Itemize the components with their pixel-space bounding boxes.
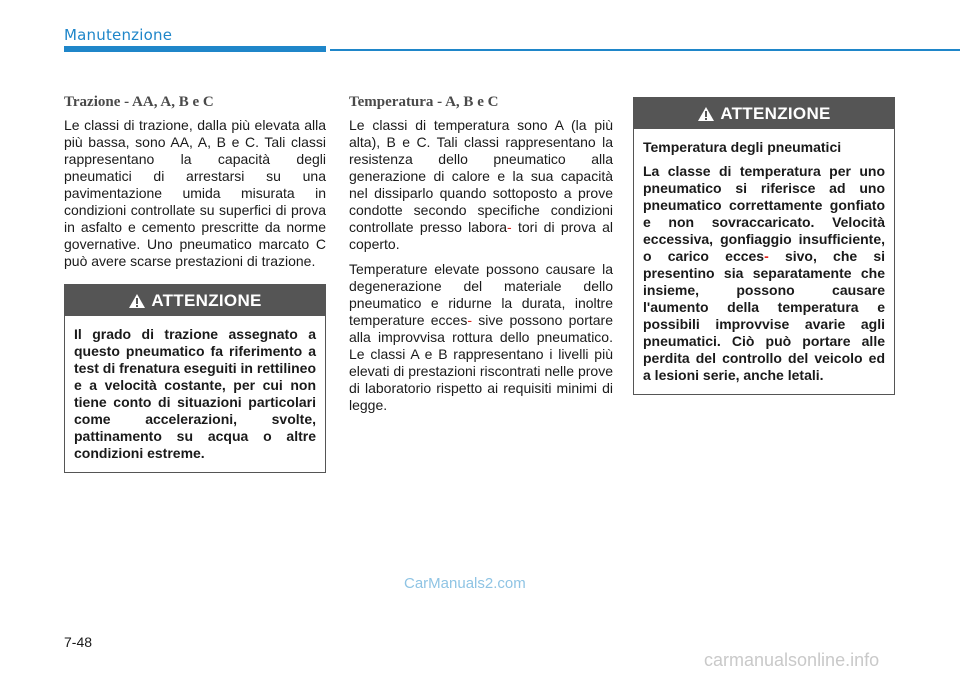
warning-triangle-icon [697,106,715,122]
traction-warning-text: Il grado di trazione assegnato a questo pneumatico fa riferimento a test di frenatura eseguiti in rettilineo e a velocità costante, per cui non tiene conto di situazioni particolari come accelerazioni, svolte, pattinamento su acqua o altre condizioni estreme. [74,326,316,461]
site-logo: carmanualsonline.info [704,650,880,670]
temperature-warning-box [633,97,895,395]
column-warning [633,97,895,395]
temperature-paragraph-2 [349,261,613,414]
hyphen-mark: - [764,248,769,264]
header-rule-thick [64,46,326,52]
traction-heading: Trazione - AA, A, B e C [64,94,214,110]
warning-title: ATTENZIONE [720,103,831,123]
temperature-p2-part-b: sive possono portare alla improvvisa rottura dello pneumatico. Le classi A e B rappresentano i livelli più elevati di prestazioni riscontrati nelle prove di laboratorio rispetto ai requisiti minimi di legge. [349,312,614,413]
warning-text-part-b: sivo, che si presentino sia separatamente che insieme, possono causare l'aumento della temperatura e possibili improvvise avarie agli pneumatici. Ciò può portare alle perdita del controllo del veicolo ed a lesioni serie, anche letali. [643,248,886,383]
traction-paragraph: Le classi di trazione, dalla più elevata alla più bassa, sono AA, A, B e C. Tali classi rappresentano la capacità degli pneumatici di arrestarsi su una pavimentazione umida misurata in condizioni controllate su superfici di prova in asfalto e cemento prescritte da norme governative. Uno pneumatico marcato C può avere scarse prestazioni di trazione. [64,117,326,269]
warning-header [65,285,325,316]
warning-body [634,129,894,394]
temperature-heading: Temperatura - A, B e C [349,94,499,110]
watermark-link[interactable]: CarManuals2.com [404,575,526,592]
section-title: Manutenzione [64,26,173,44]
column-temperature [349,94,613,422]
column-traction [64,94,326,473]
warning-body [65,316,325,472]
hyphen-mark: - [467,312,472,328]
page-number: 7-48 [64,634,93,650]
hyphen-mark: - [507,219,512,235]
warning-header [634,98,894,129]
warning-title: ATTENZIONE [151,290,262,310]
warning-text-part-a: La classe di temperatura per uno pneumatico si riferisce ad uno pneumatico correttamente gonfiato e non sovraccaricato. Velocità eccessiva, gonfiaggio insufficiente, o carico ecces [643,163,885,264]
traction-warning-box [64,284,326,473]
temperature-warning-text [643,163,885,384]
warning-triangle-icon [128,293,146,309]
temperature-p1-part-b: tori di prova al coperto. [349,219,614,252]
header-rule-thin [330,49,960,51]
temperature-p2-part-a: Temperature elevate possono causare la degenerazione del materiale dello pneumatico e ridurne la durata, inoltre temperature ecces [349,261,613,328]
temperature-paragraph-1 [349,117,613,253]
temperature-p1-part-a: Le classi di temperatura sono A (la più alta), B e C. Tali classi rappresentano la resistenza dello pneumatico alla generazione di calore e la sua capacità nel dissiparlo quando sottoposto a prove condotte secondo specifiche condizioni controllate presso labora [349,117,613,235]
temperature-warning-subtitle: Temperatura degli pneumatici [643,139,842,155]
